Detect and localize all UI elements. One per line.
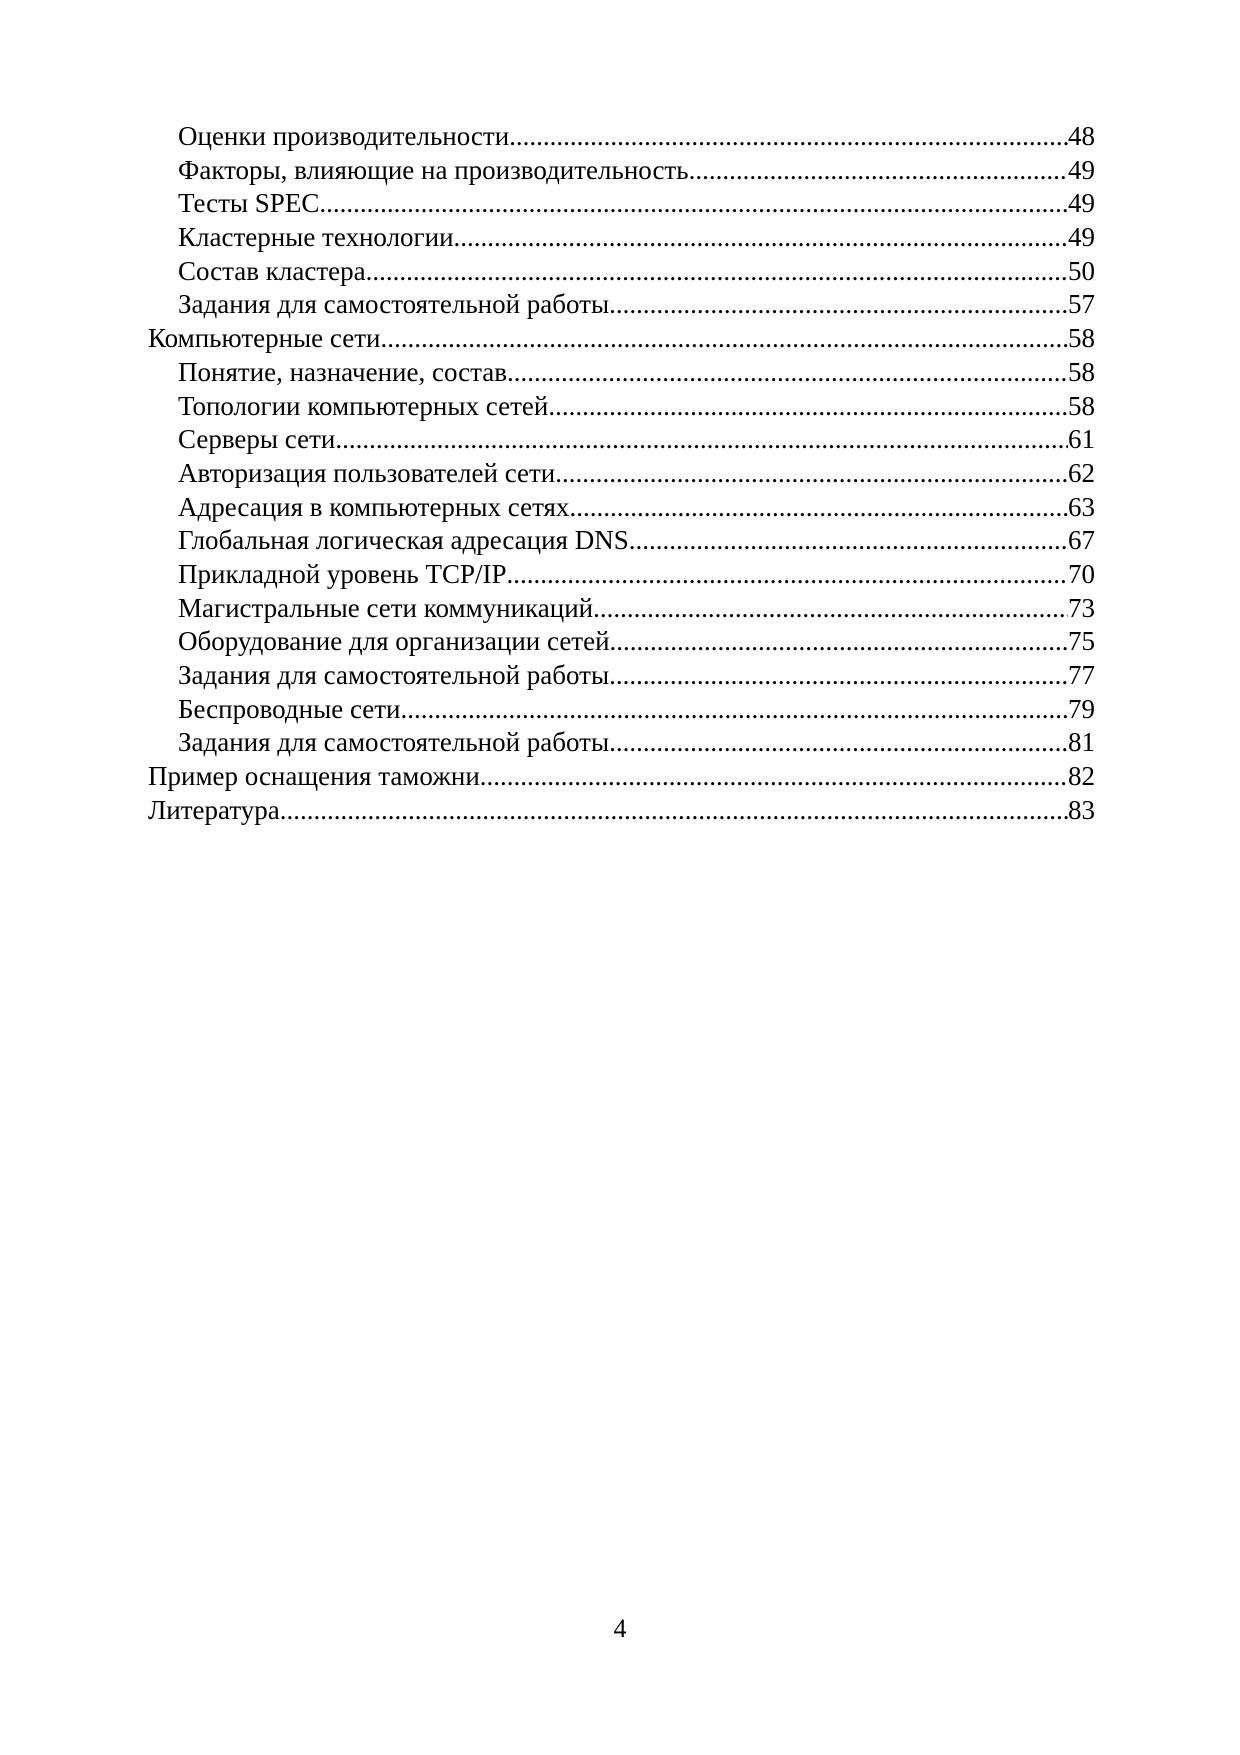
toc-dot-leader — [689, 154, 1068, 188]
toc-dot-leader — [609, 288, 1068, 322]
toc-entry-page: 75 — [1068, 626, 1095, 657]
toc-entry-page: 62 — [1068, 457, 1095, 488]
toc-entry-page: 63 — [1068, 491, 1095, 522]
toc-dot-leader — [507, 558, 1068, 592]
toc-dot-leader — [401, 693, 1069, 727]
toc-entry-title: Беспроводные сети — [178, 693, 401, 724]
page-number: 4 — [613, 1614, 627, 1643]
toc-dot-leader — [335, 423, 1068, 457]
toc-entry[interactable] — [148, 659, 1095, 693]
toc-entry-page: 58 — [1068, 356, 1095, 387]
toc-entry[interactable] — [148, 760, 1095, 794]
table-of-contents — [148, 120, 1095, 827]
toc-entry-page: 50 — [1068, 255, 1095, 286]
toc-dot-leader — [609, 726, 1068, 760]
toc-entry-page: 48 — [1068, 121, 1095, 151]
toc-entry[interactable] — [148, 558, 1095, 592]
toc-dot-leader — [454, 221, 1068, 255]
toc-entry-title: Оценки производительности — [178, 121, 510, 151]
toc-entry-title: Кластерные технологии — [178, 222, 454, 253]
toc-entry[interactable] — [148, 726, 1095, 760]
toc-entry[interactable] — [148, 390, 1095, 424]
toc-entry-page: 73 — [1068, 592, 1095, 623]
toc-entry-page: 57 — [1068, 289, 1095, 320]
toc-dot-leader — [555, 457, 1068, 491]
toc-entry-page: 77 — [1068, 660, 1095, 690]
toc-entry-page: 82 — [1068, 761, 1095, 792]
toc-entry[interactable] — [148, 255, 1095, 289]
toc-entry[interactable] — [148, 625, 1095, 659]
toc-entry[interactable] — [148, 322, 1095, 356]
toc-entry-title: Задания для самостоятельной работы — [178, 727, 610, 758]
toc-entry[interactable] — [148, 187, 1095, 221]
toc-entry-title: Задания для самостоятельной работы — [178, 289, 610, 320]
toc-entry-title: Адресация в компьютерных сетях — [178, 491, 570, 522]
toc-dot-leader — [507, 356, 1068, 390]
toc-entry-title: Состав кластера — [178, 255, 366, 286]
toc-entry-title: Прикладной уровень TCP/IP — [178, 558, 507, 589]
toc-entry-page: 83 — [1068, 794, 1095, 825]
toc-entry[interactable] — [148, 457, 1095, 491]
toc-entry[interactable] — [148, 423, 1095, 457]
toc-entry-page: 49 — [1068, 154, 1095, 185]
toc-dot-leader — [280, 794, 1068, 828]
toc-dot-leader — [548, 390, 1068, 424]
toc-entry[interactable] — [148, 120, 1095, 154]
toc-dot-leader — [509, 120, 1068, 154]
toc-entry[interactable] — [148, 693, 1095, 727]
toc-entry-page: 58 — [1068, 323, 1095, 354]
toc-entry[interactable] — [148, 592, 1095, 626]
toc-entry-title: Тесты SPEC — [178, 188, 320, 219]
toc-entry-page: 79 — [1068, 693, 1095, 724]
toc-dot-leader — [380, 322, 1068, 356]
toc-entry-page: 67 — [1068, 525, 1095, 556]
toc-entry-title: Задания для самостоятельной работы — [178, 660, 610, 690]
toc-entry[interactable] — [148, 491, 1095, 525]
toc-entry-title: Глобальная логическая адресация DNS — [178, 525, 629, 556]
toc-dot-leader — [609, 659, 1068, 693]
toc-entry[interactable] — [148, 794, 1095, 828]
toc-entry[interactable] — [148, 288, 1095, 322]
toc-entry-page: 49 — [1068, 222, 1095, 253]
toc-entry-page: 61 — [1068, 424, 1095, 455]
toc-entry[interactable] — [148, 221, 1095, 255]
toc-entry-title: Компьютерные сети — [148, 323, 381, 354]
toc-entry-page: 58 — [1068, 390, 1095, 421]
toc-entry-title: Понятие, назначение, состав — [178, 356, 507, 387]
toc-dot-leader — [480, 760, 1068, 794]
toc-entry-title: Оборудование для организации сетей — [178, 626, 610, 657]
toc-entry-title: Топологии компьютерных сетей — [178, 390, 549, 421]
toc-entry-page: 70 — [1068, 558, 1095, 589]
toc-dot-leader — [319, 187, 1068, 221]
toc-dot-leader — [629, 524, 1068, 558]
toc-entry-title: Факторы, влияющие на производительность — [178, 154, 689, 185]
toc-dot-leader — [569, 491, 1068, 525]
toc-entry-title: Литература — [148, 794, 280, 825]
toc-dot-leader — [366, 255, 1068, 289]
toc-entry-page: 81 — [1068, 727, 1095, 758]
toc-entry[interactable] — [148, 356, 1095, 390]
toc-dot-leader — [610, 625, 1068, 659]
toc-entry-title: Авторизация пользователей сети — [178, 457, 556, 488]
toc-entry[interactable] — [148, 154, 1095, 188]
toc-entry-page: 49 — [1068, 188, 1095, 219]
toc-entry-title: Магистральные сети коммуникаций — [178, 592, 594, 623]
toc-entry[interactable] — [148, 524, 1095, 558]
toc-dot-leader — [593, 592, 1068, 626]
toc-entry-title: Пример оснащения таможни — [148, 761, 480, 792]
toc-entry-title: Серверы сети — [178, 424, 336, 455]
